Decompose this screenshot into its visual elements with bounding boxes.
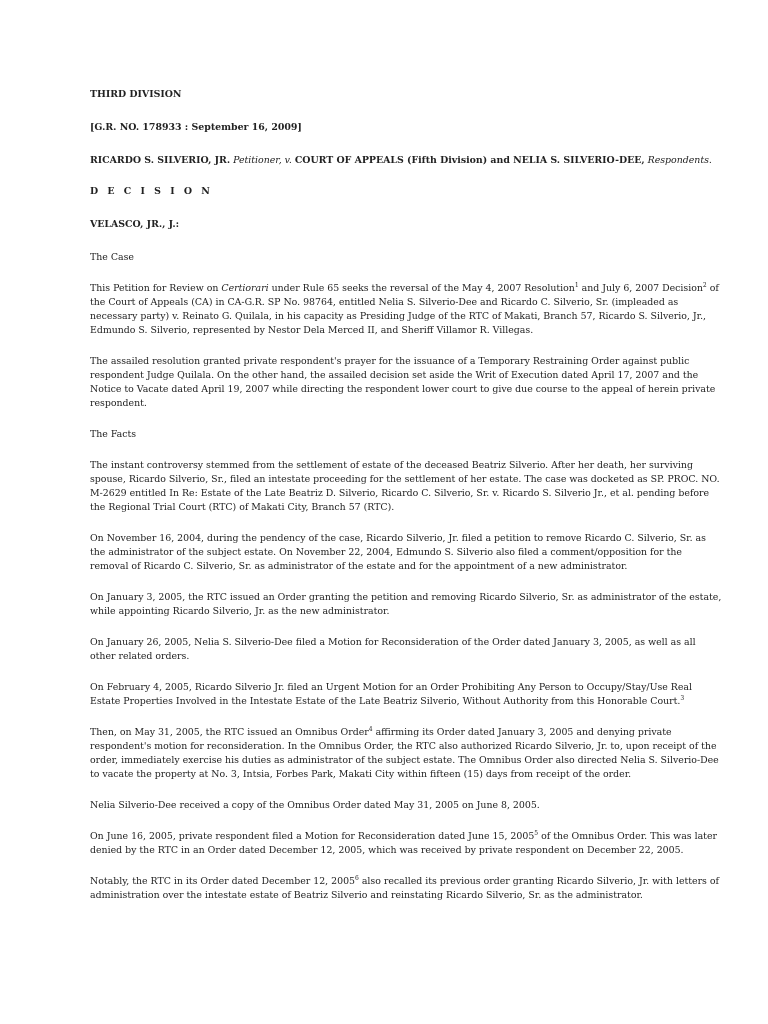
section-heading-the-facts: The Facts: [90, 429, 137, 440]
paragraph-text: of the Omnibus Order. This was later denied by the RTC in an Order dated December 12, 2005, which was received by private respondent on December 22, 2005.: [90, 831, 717, 856]
paragraph-text-italic: Certiorari: [221, 283, 269, 294]
paragraph: The instant controversy stemmed from the settlement of estate of the deceased Beatriz Silverio. After her death, her surviving spouse, Ricardo Silverio, Sr., filed an intestate proceeding for the settlement of her estate. The case was docketed as SP. PROC. NO. M-2629 entitled In Re: Estate of the Late Beatriz D. Silverio, Ricardo C. Silverio, Sr. v. Ricardo S. Silverio Jr., et al. pending before the Regional Trial Court (RTC) of Makati City, Branch 57 (RTC).: [90, 460, 720, 513]
case-number: [G.R. NO. 178933 : September 16, 2009]: [90, 122, 302, 133]
paragraph: [90, 830, 722, 858]
paragraph: Nelia Silverio-Dee received a copy of the Omnibus Order dated May 31, 2005 on June 8, 2005.: [90, 800, 540, 811]
paragraph: On January 3, 2005, the RTC issued an Order granting the petition and removing Ricardo Silverio, Sr. as administrator of the estate, while appointing Ricardo Silverio, Jr. as the new administrator.: [90, 592, 722, 617]
paragraph-text: under Rule 65 seeks the reversal of the May 4, 2007 Resolution: [271, 283, 575, 294]
paragraph-text: Notably, the RTC in its Order dated December 12, 2005: [90, 876, 355, 887]
section-heading-the-case: The Case: [90, 252, 134, 263]
paragraph: [90, 681, 722, 709]
paragraph: [90, 282, 722, 338]
paragraph-text: affirming its Order dated January 3, 2005 and denying private respondent's motion for reconsideration. In the Omnibus Order, the RTC also authorized Ricardo Silverio, Jr. to, upon receipt of the order, immediately exercise his duties as administrator of the subject estate. The Omnibus Order also directed Nelia S. Silverio-Dee to vacate the property at No. 3, Intsia, Forbes Park, Makati City within fifteen (15) days from receipt of the order.: [90, 727, 719, 780]
petitioner-role: Petitioner, v.: [233, 155, 292, 166]
paragraph-text: Then, on May 31, 2005, the RTC issued an Omnibus Order: [90, 727, 369, 738]
paragraph-text: also recalled its previous order granting Ricardo Silverio, Jr. with letters of administration over the intestate estate of Beatriz Silverio and reinstating Ricardo Silverio, Sr. as the administrator.: [90, 876, 719, 901]
footnote-ref[interactable]: 6: [355, 874, 359, 882]
decision-title: D E C I S I O N: [90, 186, 213, 197]
parties-line: [90, 154, 722, 168]
paragraph: On November 16, 2004, during the pendency of the case, Ricardo Silverio, Jr. filed a petition to remove Ricardo C. Silverio, Sr. as the administrator of the subject estate. On November 22, 2004, Edmundo S. Silverio also filed a comment/opposition for the removal of Ricardo C. Silverio, Sr. as administrator of the estate and for the appointment of a new administrator.: [90, 533, 706, 572]
paragraph: [90, 726, 722, 782]
division-heading: THIRD DIVISION: [90, 89, 182, 100]
footnote-ref[interactable]: 4: [368, 725, 373, 733]
paragraph: The assailed resolution granted private respondent's prayer for the issuance of a Temporary Restraining Order against public respondent Judge Quilala. On the other hand, the assailed decision set aside the Writ of Execution dated April 17, 2007 and the Notice to Vacate dated April 19, 2007 while directing the respondent lower court to give due course to the appeal of herein private respondent.: [90, 356, 716, 409]
footnote-ref[interactable]: 2: [702, 281, 707, 289]
document-page: [90, 88, 722, 920]
footnote-ref[interactable]: 3: [680, 694, 685, 702]
respondent-role: Respondents.: [647, 155, 712, 166]
petitioner-name: RICARDO S. SILVERIO, JR.: [90, 155, 231, 166]
respondent-names: COURT OF APPEALS (Fifth Division) and NELIA S. SILVERIO-DEE,: [294, 155, 645, 166]
footnote-ref[interactable]: 5: [534, 829, 539, 837]
paragraph-text: and July 6, 2007 Decision: [581, 283, 703, 294]
footnote-ref[interactable]: 1: [574, 281, 579, 289]
paragraph: On January 26, 2005, Nelia S. Silverio-Dee filed a Motion for Reconsideration of the Order dated January 3, 2005, as well as all other related orders.: [90, 637, 696, 662]
paragraph-text: This Petition for Review on: [90, 283, 219, 294]
ponente: VELASCO, JR., J.:: [90, 219, 180, 230]
paragraph-text: On June 16, 2005, private respondent filed a Motion for Reconsideration dated June 15, 2005: [90, 831, 535, 842]
paragraph-text: of the Court of Appeals (CA) in CA-G.R. SP No. 98764, entitled Nelia S. Silverio-Dee and Ricardo C. Silverio, Sr. (impleaded as necessary party) v. Reinato G. Quilala, in his capacity as Presiding Judge of the RTC of Makati, Branch 57, Ricardo S. Silverio, Jr., Edmundo S. Silverio, represented by Nestor Dela Merced II, and Sheriff Villamor R. Villegas.: [90, 283, 719, 336]
paragraph: [90, 875, 722, 903]
paragraph-text: On February 4, 2005, Ricardo Silverio Jr. filed an Urgent Motion for an Order Prohibiting Any Person to Occupy/Stay/Use Real Estate Properties Involved in the Intestate Estate of the Late Beatriz Silverio, Without Authority from this Honorable Court.: [90, 682, 693, 707]
